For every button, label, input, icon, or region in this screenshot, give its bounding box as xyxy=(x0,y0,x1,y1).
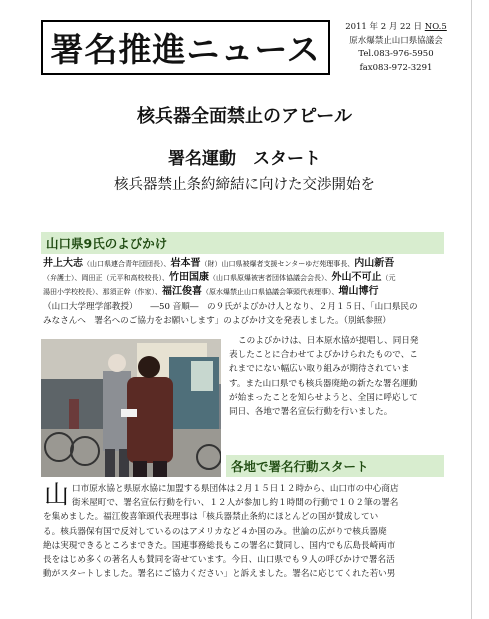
page-edge-divider xyxy=(471,0,472,619)
issue-org: 原水爆禁止山口県協議会 xyxy=(349,35,443,46)
section2-line-5: 絶は実現できるところまできた。国連事務総長もこの署名に賛同し、国内でも広島長崎両市 xyxy=(43,540,396,551)
callers-line-2: （弁護士）、岡田正（元平和高校校長）、竹田国康（山口県原爆被害者団体協議会会長）、外山不可止（元 xyxy=(43,272,396,284)
section2-line-1: 口市原水協と県原水協に加盟する県団体は２月１５日１２時から、山口市の中心商店 xyxy=(72,484,399,494)
masthead-box xyxy=(41,20,330,75)
para2-line-3: れまでにない幅広い取り組みが期待されていま xyxy=(229,364,410,375)
para2-line-1: このよびかけは、日本原水協が提唱し、同日発 xyxy=(238,336,419,346)
headline-3: 核兵器禁止条約締結に向けた交渉開始を xyxy=(114,177,375,193)
issue-tel: Tel.083-976-5950 xyxy=(358,49,434,60)
para2-line-4: す。また山口県でも核兵器廃絶の新たな署名運動 xyxy=(229,378,418,389)
section2-heading: 各地で署名行動スタート xyxy=(226,455,444,477)
callers-line-1: 井上大志（山口県連合青年団団長）、岩本晋（財）山口県被爆者支援センターゆだ苑理事長、内山新吾 xyxy=(43,258,395,269)
section2-line-4: る。核兵器保有国で反対しているのはアメリカなど４か国のみ。世論の広がりで核兵器廃 xyxy=(43,526,387,537)
callers-line-4: （山口大学理学部教授） ―50 音順― の９氏がよびかけ人となり、２月１５日、「山口県民の xyxy=(43,301,418,312)
issue-info xyxy=(336,21,456,75)
street-signature-photo xyxy=(41,339,221,477)
section2-body-a xyxy=(72,482,399,510)
section1-para2 xyxy=(229,334,418,419)
headline-2: 署名運動 スタート xyxy=(168,149,321,169)
section2-line-6: 長をはじめ多くの著名人も賛同を寄せています。今日、山口県でも９人の呼びかけで署名活 xyxy=(43,554,395,565)
callers-line-5: みなさんへ 署名へのご協力をお願いします」のよびかけ文を発表しました。（別紙参照） xyxy=(43,315,391,326)
para2-line-5: が始まったことを知らせようと、全国に呼応して xyxy=(229,392,418,403)
issue-date-line xyxy=(336,21,456,35)
section2-line-2: 街米屋町で、署名宣伝行動を行い、１２人が参加し約１時間の行動で１０２筆の署名 xyxy=(72,498,399,509)
section1-heading: 山口県9氏のよびかけ xyxy=(41,232,444,254)
photo-image xyxy=(41,339,221,477)
section2-dropcap: 山 xyxy=(44,480,70,509)
section2-body-b xyxy=(43,510,395,581)
issue-number: NO.5 xyxy=(424,22,447,32)
section2-line-7: 動がスタートしました。署名にご協力ください」と訴えました。署名に応じてくれた若い男 xyxy=(43,569,396,580)
callers-line-3: 湯田小学校校長）、那須正幹（作家）、福江俊喜（原水爆禁止山口県協議会筆頭代表理事）、増山博行 xyxy=(43,286,379,298)
masthead-title: 署名推進ニュース xyxy=(50,30,321,69)
headline-1: 核兵器全面禁止のアピール xyxy=(137,106,352,127)
para2-line-6: 同日、各地で署名宣伝行動を行いました。 xyxy=(229,406,393,417)
issue-fax: fax083-972-3291 xyxy=(359,62,433,73)
callers-block xyxy=(43,257,418,328)
para2-line-2: 表したことに合わせてよびかけられたもので、こ xyxy=(229,350,418,361)
issue-date: 2011 年 2 月 22 日 xyxy=(345,22,423,32)
section2-line-3: を集めました。福江俊喜筆頭代表理事は「核兵器禁止条約にほとんどの国が賛成してい xyxy=(43,512,379,523)
